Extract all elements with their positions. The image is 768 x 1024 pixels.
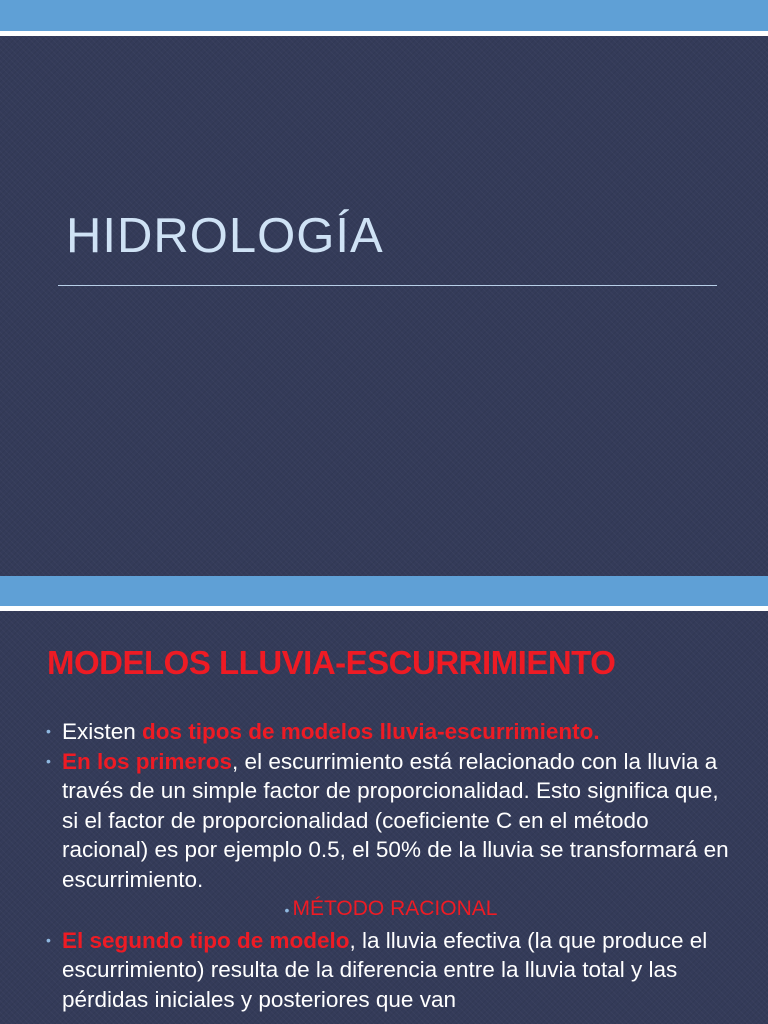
bullet-highlight: En los primeros <box>62 748 233 774</box>
slide-top-band <box>0 576 768 606</box>
title-underline <box>58 285 717 286</box>
bullet-item <box>46 926 736 1015</box>
bullet-item <box>46 747 736 895</box>
bullet-item-centered <box>46 894 736 926</box>
slide-top-band <box>0 0 768 31</box>
slide-top-divider <box>0 31 768 36</box>
bullet-highlight: dos tipos de modelos lluvia-escurrimiento. <box>142 719 600 744</box>
bullet-text: , la lluvia efectiva (la que produce el escurrimiento) resulta de la diferencia entre la lluvia total y las pérdidas iniciales y posteriores que van <box>62 927 708 1012</box>
bullet-dot-icon: • <box>284 902 290 918</box>
bullet-dot-icon: • <box>46 931 51 948</box>
bullet-dot-icon: • <box>46 723 51 739</box>
slide-title-text: HIDROLOGÍA <box>66 209 384 263</box>
bullet-item <box>46 717 736 747</box>
bullet-list <box>46 717 736 1014</box>
slide-top-divider <box>0 606 768 611</box>
method-label: MÉTODO RACIONAL <box>292 897 498 920</box>
slide-content <box>0 576 768 1024</box>
bullet-text: , el escurrimiento está relacionado con la lluvia a través de un simple factor de proporcionalidad. Esto significa que, si el factor de proporcionalidad (coeficiente C en el método racional) es por ejemplo 0.5, el 50% de la lluvia se transformará en escurrimiento. <box>62 748 729 892</box>
bullet-highlight: El segundo tipo de modelo <box>62 927 350 953</box>
bullet-text: Existen <box>62 719 143 744</box>
slide-heading: MODELOS LLUVIA-ESCURRIMIENTO <box>47 644 616 681</box>
bullet-dot-icon: • <box>46 752 51 769</box>
